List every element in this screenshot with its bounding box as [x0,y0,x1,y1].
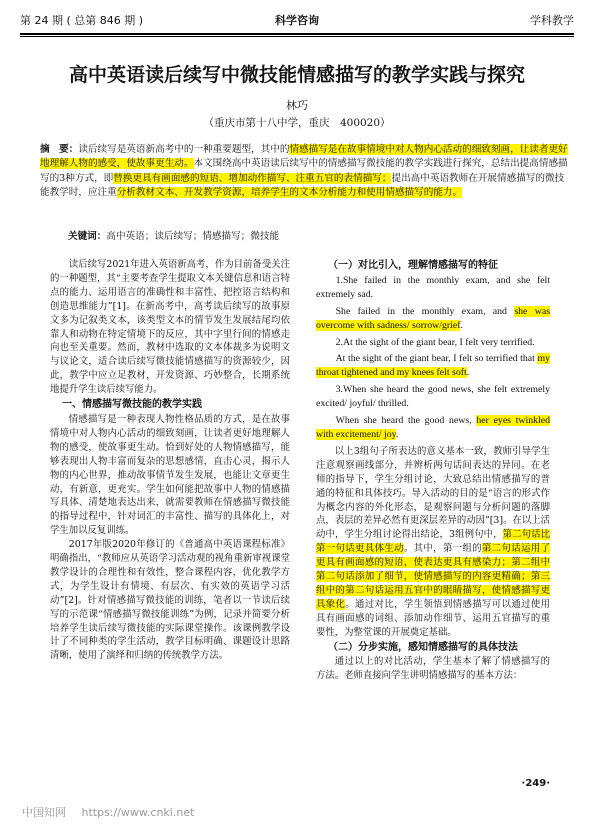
subsection-heading: （一）对比引入，理解情感描写的特征 [328,260,498,271]
text-highlight: 第二句话运用了更具有画面感的短语，使表达更具有感染力；第二组中第二句话添加了细节，使情感描写的内容更精确；第三组中的第二句话运用五官中的眼睛描写，使情感描写更具象化 [316,543,550,610]
abstract-highlight: 替换更具有画面感的短语、增加动作描写、注重五官的表情描写； [113,172,392,184]
journal-name: 科学咨询 [275,14,319,27]
paragraph: 情感描写是一种表现人物性格品质的方式，是在故事情境中对人物内心活动的细致刻画，让读者更好地理解人物的感受，使故事更生动。恰到好处的人物情感描写，能够表现出人物丰富而复杂的思想感情，直击心灵，揭示人物的内心世界，推动故事情节发生发展，也能让文章更生动，有新意，更充实。学生如何能把故事中人物的情感描写具体、清楚地表达出来，就需要教师在情感描写微技能的指导过程中，针对词汇的丰富性、描写的具体化上，对学生加以反复训练。 [50,413,290,537]
example-sentence: At the sight of the giant bear, I felt so terrified that my throat tightened and my knees felt soft. [316,353,550,379]
issue-label: 第 24 期 ( 总第 846 期 ) [20,14,144,27]
section-label: 学科教学 [530,14,574,27]
abstract-highlight: 分析教材文本、开发教学资源，培养学生的文本分析能力和使用情感描写的能力。 [116,187,463,199]
right-column [316,258,550,683]
section-heading: 一、情感描写微技能的教学实践 [62,399,202,411]
example-sentence: When she heard the good news, her eyes twinkled with excitement/ joy. [316,415,550,440]
keywords-label: 关键词： [68,231,107,242]
example-highlight: my throat tightened and my knees felt soft [316,353,550,379]
header-rule [20,33,574,35]
text-highlight: 第二句话比第一句话更具体生动 [316,529,550,555]
page-number: ·249· [521,778,550,789]
example-sentence: 3.When she heard the good news, she felt extremely excited/ joyful/ thrilled. [316,384,550,410]
abstract-label: 摘 要： [40,144,79,155]
example-sentence: She failed in the monthly exam, and she was overcome with sadness/ sorrow/grief. [316,305,551,331]
abstract-text: 本文围绕高中英语读后续写中的情感描写微技能的教学实践进行探究，总结出提高情感描写的3种方式，即 [40,158,568,184]
abstract [40,143,568,201]
keywords-text: 高中英语；读后续写；情感描写；微技能 [106,231,280,242]
keywords [68,228,568,242]
abstract-highlight: 情感描写是在故事情境中对人物内心活动的细致刻画，让读者更好地理解人物的感受，使故事更生动。 [40,144,568,170]
paragraph: 以上3组句子所表达的意义基本一致，教师引导学生注意观察画线部分，并辨析两句话间表达的异同。在老师的指导下，学生分组讨论，大致总结出情感描写的普通的特征和具体技巧。导入活动的目的是“语言的形式作为概念内容的外化形态，是观察问题与分析问题的落脚点，表层的差异必然有更深层差异的动因”[3]。在以上活动中，学生分组讨论得出结论，3组例句中，第二句话比第一句话更具体生动。其中，第一组的第二句话运用了更具有画面感的短语，使表达更具有感染力；第二组中第二句话添加了细节，使情感描写的内容更精确；第三组中的第二句话运用五官中的眼睛描写，使情感描写更具象化。通过对比，学生领悟到情感描写可以通过使用具有画面感的词组、添加动作细节、运用五官描写的重要性，为整堂课的开展奠定基础。 [316,445,550,638]
cnki-url: https://www.cnki.net [81,806,195,819]
header-rule-thin [20,36,574,37]
example-highlight: she was overcome with sadness/ sorrow/grief [316,305,551,331]
example-highlight: her eyes twinkled with excitement/ joy [316,415,550,440]
author: 林巧 [286,99,308,112]
paragraph: 2017年版2020年修订的《普通高中英语课程标准》明确指出，“教师应从英语学习活动观的视角重新审视课堂教学设计的合理性和有效性，整合课程内容，优化教学方式，为学生设计有情境、有层次、有实效的英语学习活动”[2]。针对情感描写微技能的训练，笔者以一节读后续写的示范课“情感描写微技能训练”为例，记录并简要分析培养学生读后续写微技能的实际课堂操作。该课例教学设计了不同种类的学生活动，教学目标明确、课题设计思路清晰，使用了演绎和归纳的传统教学方法。 [50,539,290,662]
cnki-logo-text: 中国知网 [22,806,66,819]
abstract-text: 读后续写是英语新高考中的一种重要题型，其中的 [78,144,290,155]
footer-watermark [22,804,206,820]
abstract-text: 提出高中英语教师在开展情感描写的微技能教学时，应注重 [40,172,565,199]
example-sentence: 1.She failed in the monthly exam, and she felt extremely sad. [316,274,550,300]
affiliation: （重庆市第十八中学，重庆 400020） [203,117,391,129]
subsection-heading: （二）分步实施，感知情感描写的具体技法 [328,641,518,653]
running-header [20,12,574,30]
left-column [50,258,290,663]
paragraph: 通过以上的对比活动，学生基本了解了情感描写的方法。老师直接向学生讲明情感描写的基本方法： [316,656,550,682]
paragraph: 读后续写2021年进入英语新高考，作为目前备受关注的一种题型，其“主要考查学生提取文本关键信息和语言特点的能力、运用语言的准确性和丰富性、把控语言结构和创造思维能力”[1]。在新高考中，高考读后续写的故事原文多为记叙类文本，该类型文本的情节发生发展结尾均依靠人和动物在特定情境下的反应，其中字里行间的情感走向也至关重要。然而，教材中选取的文本体裁多为说明文与议论文，适合读后续写微技能情感描写的资源较少，因此，教学中应立足教材，开发资源、巧妙整合，长期系统地提升学生读后续写能力。 [50,259,290,396]
example-sentence: 2.At the sight of the giant bear, I felt very terrified. [335,336,535,348]
article-title: 高中英语读后续写中微技能情感描写的教学实践与探究 [68,64,525,86]
